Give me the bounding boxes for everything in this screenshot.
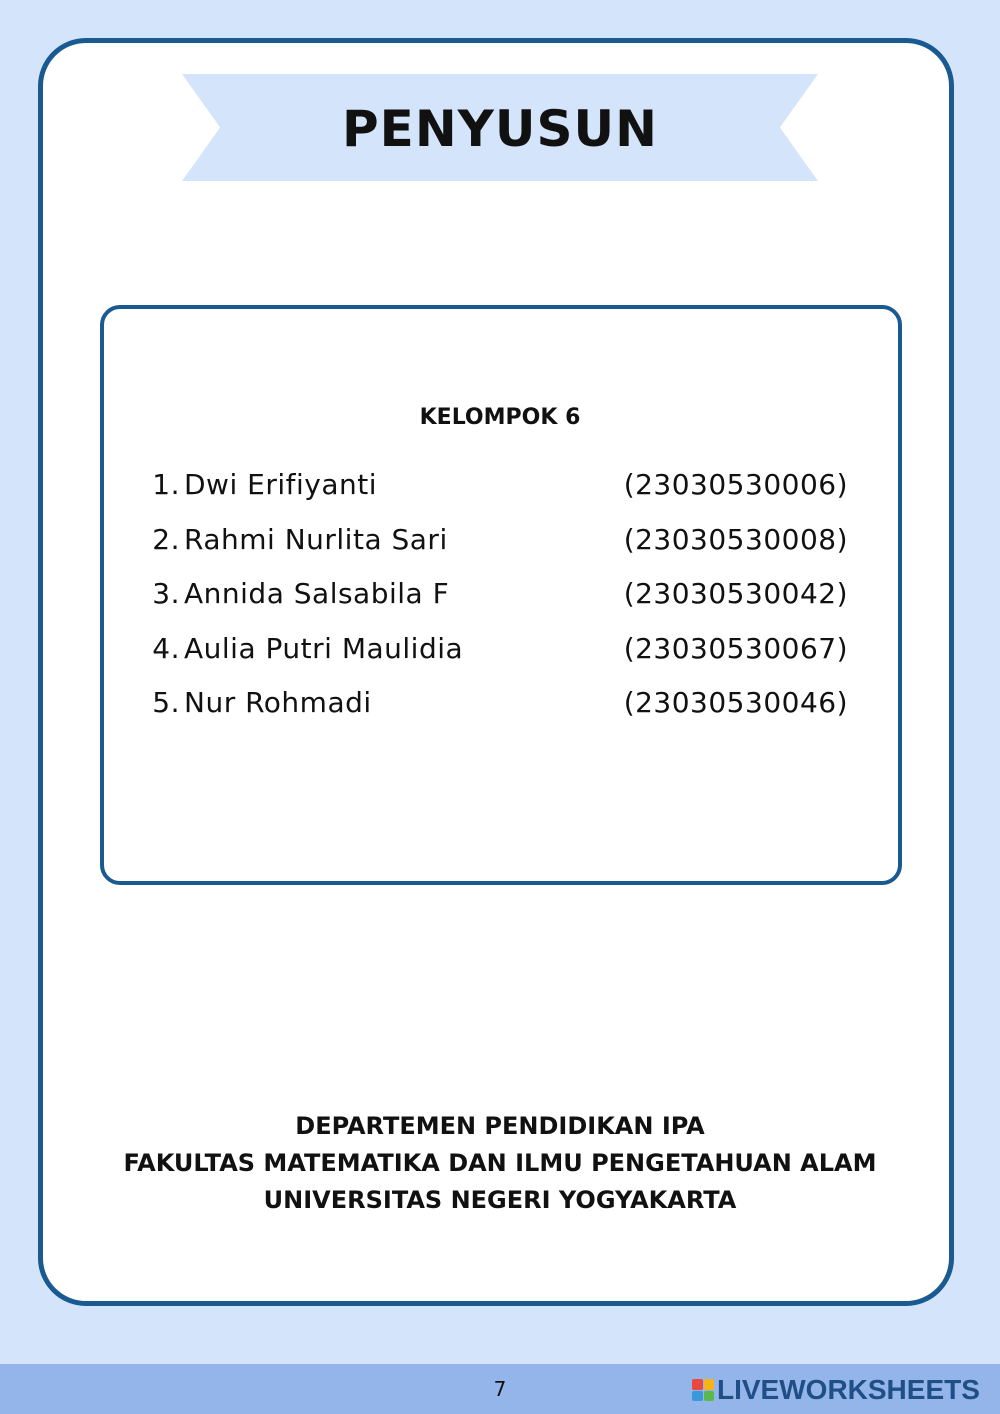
list-item xyxy=(140,680,860,735)
member-name: Dwi Erifiyanti xyxy=(184,468,377,501)
member-number: 1. xyxy=(152,468,180,501)
member-nim: (23030530067) xyxy=(623,631,848,665)
logo-text: LIVEWORKSHEETS xyxy=(717,1374,980,1405)
list-item xyxy=(140,462,860,517)
member-number: 2. xyxy=(152,522,180,556)
university-line: UNIVERSITAS NEGERI YOGYAKARTA xyxy=(263,1186,737,1214)
liveworksheets-logo[interactable] xyxy=(692,1376,980,1404)
list-item xyxy=(140,626,860,681)
member-nim: (23030530046) xyxy=(623,686,848,719)
member-name: Rahmi Nurlita Sari xyxy=(184,522,448,556)
institution-block xyxy=(0,1108,1000,1219)
member-name: Nur Rohmadi xyxy=(184,686,372,719)
member-nim: (23030530008) xyxy=(623,522,848,556)
member-name: Aulia Putri Maulidia xyxy=(184,631,464,665)
member-list xyxy=(140,462,860,735)
member-nim: (23030530006) xyxy=(623,468,848,501)
page-number: 7 xyxy=(493,1377,507,1401)
page-title: PENYUSUN xyxy=(342,100,658,158)
group-title: KELOMPOK 6 xyxy=(419,405,581,430)
list-item xyxy=(140,571,860,626)
faculty-line: FAKULTAS MATEMATIKA DAN ILMU PENGETAHUAN ALAM xyxy=(123,1149,877,1177)
member-number: 3. xyxy=(152,577,180,610)
list-item xyxy=(140,517,860,572)
member-number: 4. xyxy=(152,631,180,665)
member-name: Annida Salsabila F xyxy=(184,577,450,610)
department-line: DEPARTEMEN PENDIDIKAN IPA xyxy=(295,1112,705,1140)
member-number: 5. xyxy=(152,686,180,719)
member-nim: (23030530042) xyxy=(623,577,848,610)
liveworksheets-logo-icon xyxy=(692,1379,714,1401)
